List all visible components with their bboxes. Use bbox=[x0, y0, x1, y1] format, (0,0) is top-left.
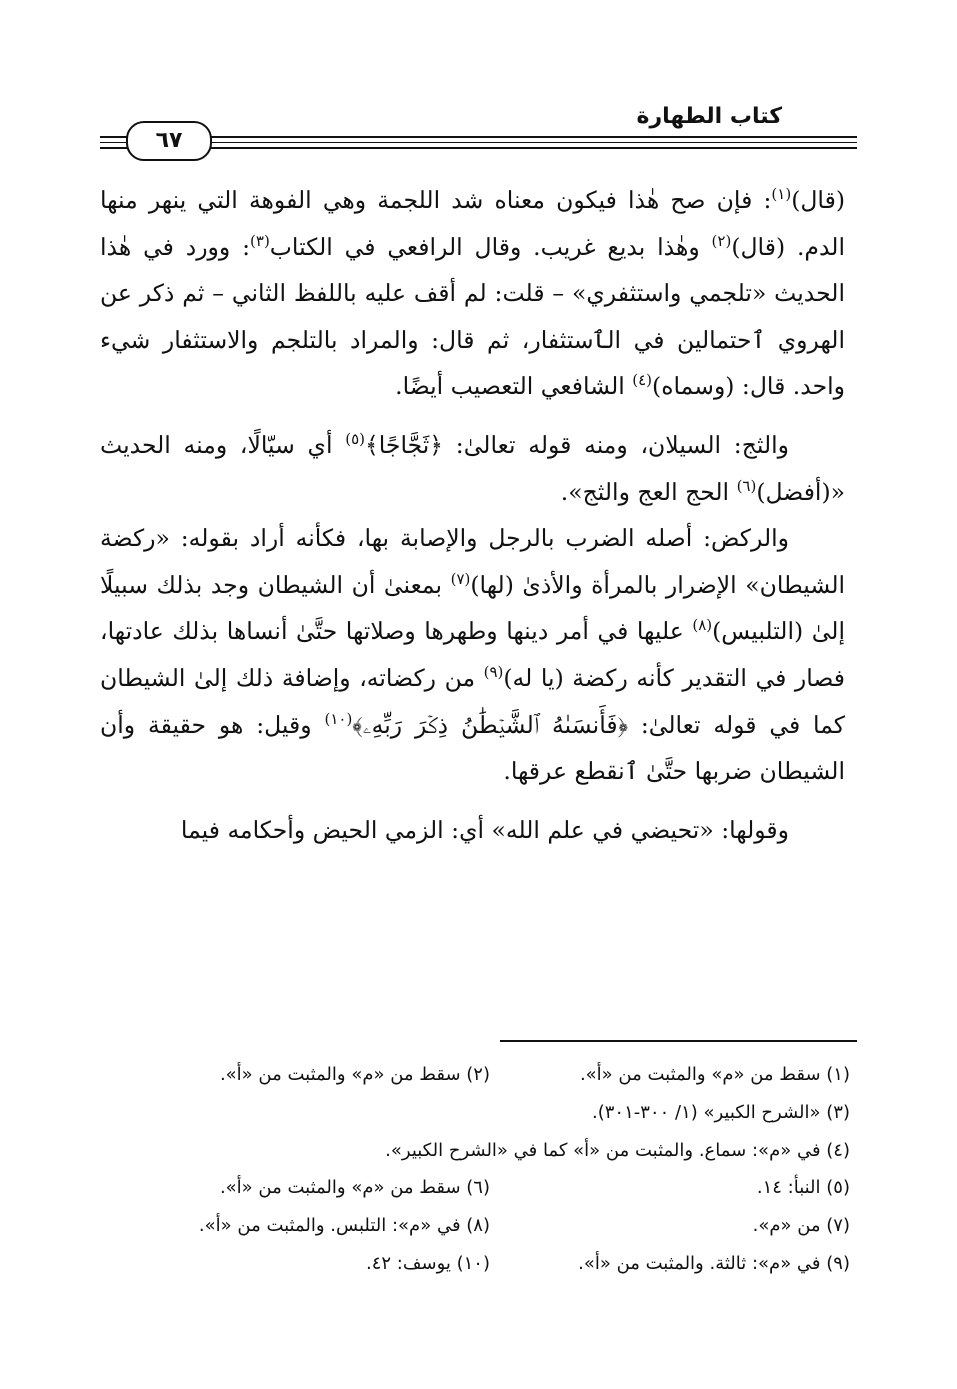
footnote-ref: (٢) bbox=[711, 231, 732, 250]
footnote-ref: (٨) bbox=[692, 616, 713, 635]
header-rule bbox=[100, 147, 857, 149]
text-run: بمعنىٰ أن الشيطان وجد بذلك سبيلًا إلىٰ (التلبيس) bbox=[100, 570, 845, 646]
running-title: كتاب الطهارة bbox=[636, 104, 782, 129]
paragraph-4 bbox=[100, 807, 845, 854]
text-run: والركض: أصله الضرب بالرجل والإصابة بها، فكأنه أراد بقوله: «ركضة الشيطان» الإضرار بالمرأة والأذىٰ (لها) bbox=[100, 524, 846, 599]
footnote-ref: (١) bbox=[771, 185, 792, 204]
footnote: (١) سقط من «م» والمثبت من «أ». bbox=[579, 1064, 850, 1085]
text-run: الشافعي التعصيب أيضًا. bbox=[395, 372, 633, 401]
text-run: (قال) bbox=[791, 186, 845, 214]
paragraph-1 bbox=[100, 177, 845, 410]
footnote-row bbox=[100, 1056, 850, 1094]
paragraph-3 bbox=[100, 515, 845, 795]
footnote-ref: (٣) bbox=[250, 231, 270, 250]
text-run: وهٰذا بديع غريب. وقال الرافعي في الكتاب bbox=[269, 232, 712, 261]
footnote-ref: (٩) bbox=[483, 663, 504, 682]
footnote: (٢) سقط من «م» والمثبت من «أ». bbox=[219, 1064, 490, 1085]
footnote-ref: (١٠) bbox=[324, 709, 353, 728]
footnote-ref: (٦) bbox=[736, 476, 757, 495]
text-run: : وورد في هٰذا الحديث «تلجمي واستثفري» – قلت: لم أقف عليه باللفظ الثاني – ثم ذكر عن الهروي ٱحتمالين في الٱستثفار، ثم قال: والمراد بالتلجم والاستثفار شيء واحد. قال: (وسماه) bbox=[100, 232, 845, 401]
footnote: (٨) في «م»: التلبس. والمثبت من «أ». bbox=[198, 1215, 490, 1237]
footnote-row bbox=[100, 1132, 850, 1170]
text-run: : فإن صح هٰذا فيكون معناه شد اللجمة وهي الفوهة التي ينهر منها الدم. (قال) bbox=[100, 186, 845, 261]
footnote-separator bbox=[500, 1040, 857, 1042]
footnote-row bbox=[100, 1245, 850, 1283]
footnotes bbox=[100, 1056, 850, 1283]
footnote: (٦) سقط من «م» والمثبت من «أ». bbox=[219, 1177, 490, 1199]
text-run: والثج: السيلان، ومنه قوله تعالىٰ: ﴿ثَجَّاجًا﴾ bbox=[364, 430, 790, 459]
text-run: الحج العج والثج». bbox=[560, 477, 737, 506]
footnote-ref: (٤) bbox=[632, 371, 653, 390]
header-rule bbox=[100, 136, 857, 138]
footnote-ref: (٧) bbox=[450, 569, 471, 588]
page-number: ٦٧ bbox=[126, 121, 212, 161]
text-run: عليها في أمر دينها وطهرها وصلاتها حتَّىٰ أنساها بذلك عادتها، فصار في التقدير كأنه ركضة (يا له) bbox=[100, 617, 845, 692]
footnote: (٩) في «م»: ثالثة. والمثبت من «أ». bbox=[578, 1252, 850, 1274]
footnote-row bbox=[100, 1207, 850, 1245]
footnote-ref: (٥) bbox=[345, 430, 365, 449]
text-run: وقولها: «تحيضي في علم الله» أي: الزمي الحيض وأحكامه فيما bbox=[180, 815, 789, 844]
text-run: وقيل: هو حقيقة وأن الشيطان ضربها حتَّىٰ ٱنقطع عرقها. bbox=[100, 710, 845, 786]
footnote: (٤) في «م»: سماع. والمثبت من «أ» كما في «الشرح الكبير». bbox=[385, 1139, 850, 1161]
footnote-row bbox=[100, 1169, 850, 1207]
paragraph-2 bbox=[100, 422, 845, 515]
text-run: من ركضاته، وإضافة ذلك إلىٰ الشيطان كما في قوله تعالىٰ: ﴿فَأَنسَىٰهُ ٱلشَّيۡطَٰنُ ذِكۡرَ رَبِّهِۦ﴾ bbox=[100, 663, 845, 739]
main-text bbox=[100, 177, 845, 853]
header-rule bbox=[100, 142, 857, 143]
footnote-row bbox=[100, 1094, 850, 1132]
footnote: (٣) «الشرح الكبير» (١/ ٣٠٠-٣٠١). bbox=[591, 1101, 850, 1123]
footnote: (١٠) يوسف: ٤٢. bbox=[365, 1252, 490, 1274]
footnote: (٥) النبأ: ١٤. bbox=[756, 1177, 850, 1199]
text-run: أي سيّالًا، ومنه الحديث «(أفضل) bbox=[100, 430, 845, 506]
footnote: (٧) من «م». bbox=[752, 1215, 850, 1237]
